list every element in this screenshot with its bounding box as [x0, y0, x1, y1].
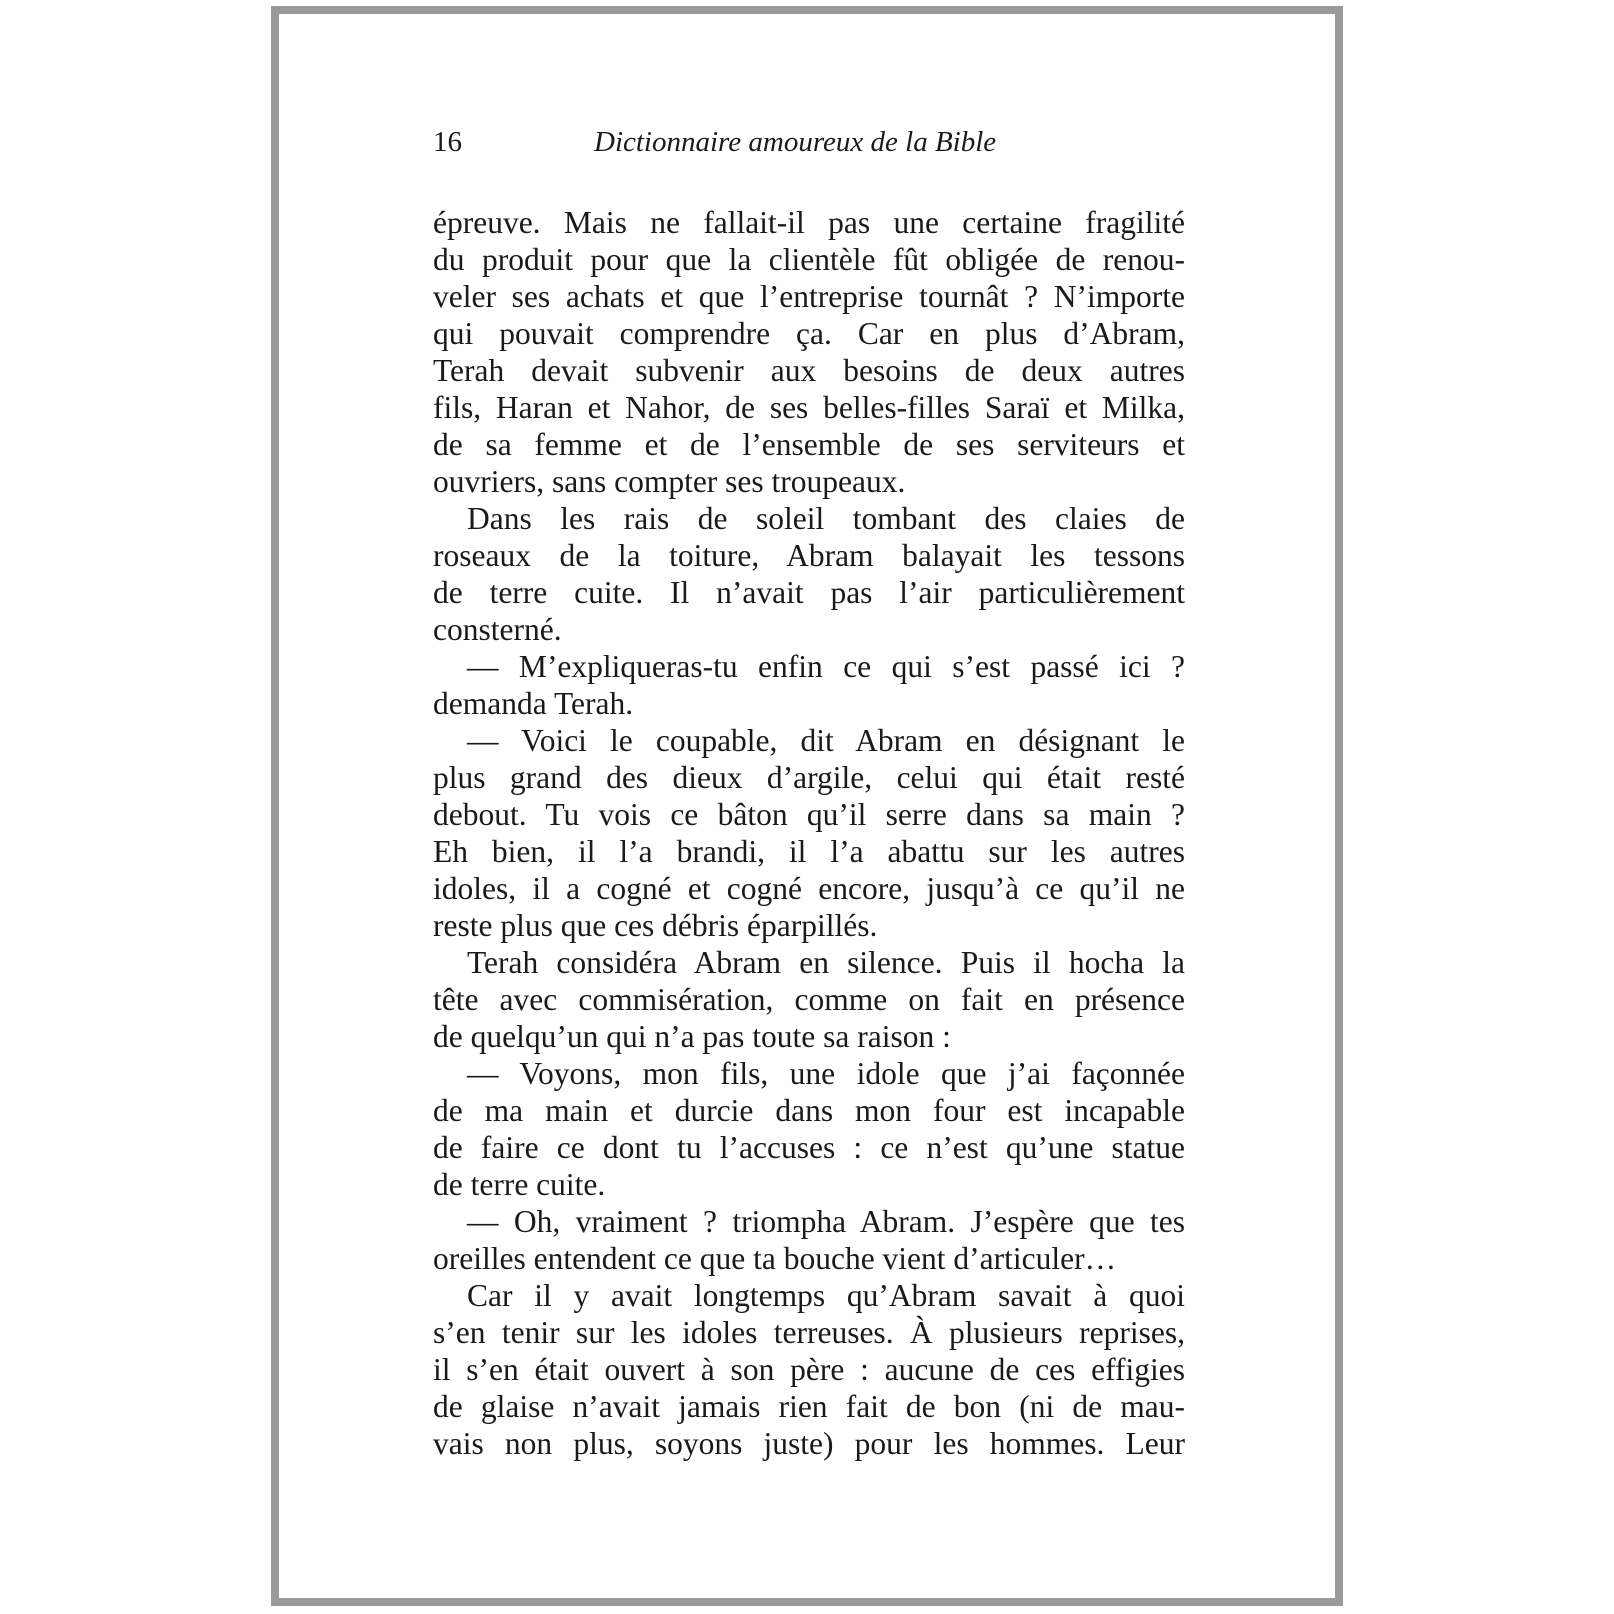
- text-line: Terah devait subvenir aux besoins de deux autres: [433, 353, 1185, 388]
- text-line: demanda Terah.: [433, 686, 634, 721]
- text-line: veler ses achats et que l’entreprise tournât ? N’importe: [433, 279, 1185, 314]
- text-line: fils, Haran et Nahor, de ses belles-filles Saraï et Milka,: [433, 390, 1185, 425]
- text-line: de faire ce dont tu l’accuses : ce n’est qu’une statue: [433, 1130, 1185, 1165]
- page-number: 16: [433, 126, 462, 158]
- text-line: reste plus que ces débris éparpillés.: [433, 908, 878, 943]
- running-title: Dictionnaire amoureux de la Bible: [594, 126, 997, 158]
- text-line: de terre cuite. Il n’avait pas l’air particulièrement: [433, 575, 1185, 610]
- text-line: ouvriers, sans compter ses troupeaux.: [433, 464, 906, 499]
- text-line: de glaise n’avait jamais rien fait de bon (ni de mau-: [433, 1389, 1185, 1424]
- page-header: [433, 122, 1183, 162]
- text-line: — M’expliqueras-tu enfin ce qui s’est passé ici ?: [467, 649, 1185, 684]
- body-text: [433, 204, 1185, 1462]
- text-line: Eh bien, il l’a brandi, il l’a abattu sur les autres: [433, 834, 1185, 869]
- text-line: Terah considéra Abram en silence. Puis il hocha la: [467, 945, 1185, 980]
- text-line: vais non plus, soyons juste) pour les hommes. Leur: [433, 1426, 1185, 1461]
- text-line: debout. Tu vois ce bâton qu’il serre dans sa main ?: [433, 797, 1185, 832]
- text-line: de quelqu’un qui n’a pas toute sa raison :: [433, 1019, 951, 1054]
- text-line: — Oh, vraiment ? triompha Abram. J’espère que tes: [467, 1204, 1185, 1239]
- text-line: roseaux de la toiture, Abram balayait les tessons: [433, 538, 1185, 573]
- text-line: de terre cuite.: [433, 1167, 606, 1202]
- text-line: — Voici le coupable, dit Abram en désignant le: [467, 723, 1185, 758]
- text-line: de ma main et durcie dans mon four est incapable: [433, 1093, 1185, 1128]
- text-line: plus grand des dieux d’argile, celui qui était resté: [433, 760, 1185, 795]
- text-line: Car il y avait longtemps qu’Abram savait à quoi: [467, 1278, 1185, 1313]
- text-line: de sa femme et de l’ensemble de ses serviteurs et: [433, 427, 1185, 462]
- text-line: Dans les rais de soleil tombant des claies de: [467, 501, 1185, 536]
- text-line: s’en tenir sur les idoles terreuses. À plusieurs reprises,: [433, 1315, 1185, 1350]
- text-line: idoles, il a cogné et cogné encore, jusqu’à ce qu’il ne: [433, 871, 1185, 906]
- text-line: tête avec commisération, comme on fait en présence: [433, 982, 1185, 1017]
- text-line: consterné.: [433, 612, 562, 647]
- text-line: qui pouvait comprendre ça. Car en plus d’Abram,: [433, 316, 1185, 351]
- text-line: — Voyons, mon fils, une idole que j’ai façonnée: [467, 1056, 1185, 1091]
- text-line: épreuve. Mais ne fallait-il pas une certaine fragilité: [433, 205, 1185, 240]
- text-line: oreilles entendent ce que ta bouche vient d’articuler…: [433, 1241, 1117, 1276]
- text-line: il s’en était ouvert à son père : aucune de ces effigies: [433, 1352, 1185, 1387]
- text-line: du produit pour que la clientèle fût obligée de renou-: [433, 242, 1185, 277]
